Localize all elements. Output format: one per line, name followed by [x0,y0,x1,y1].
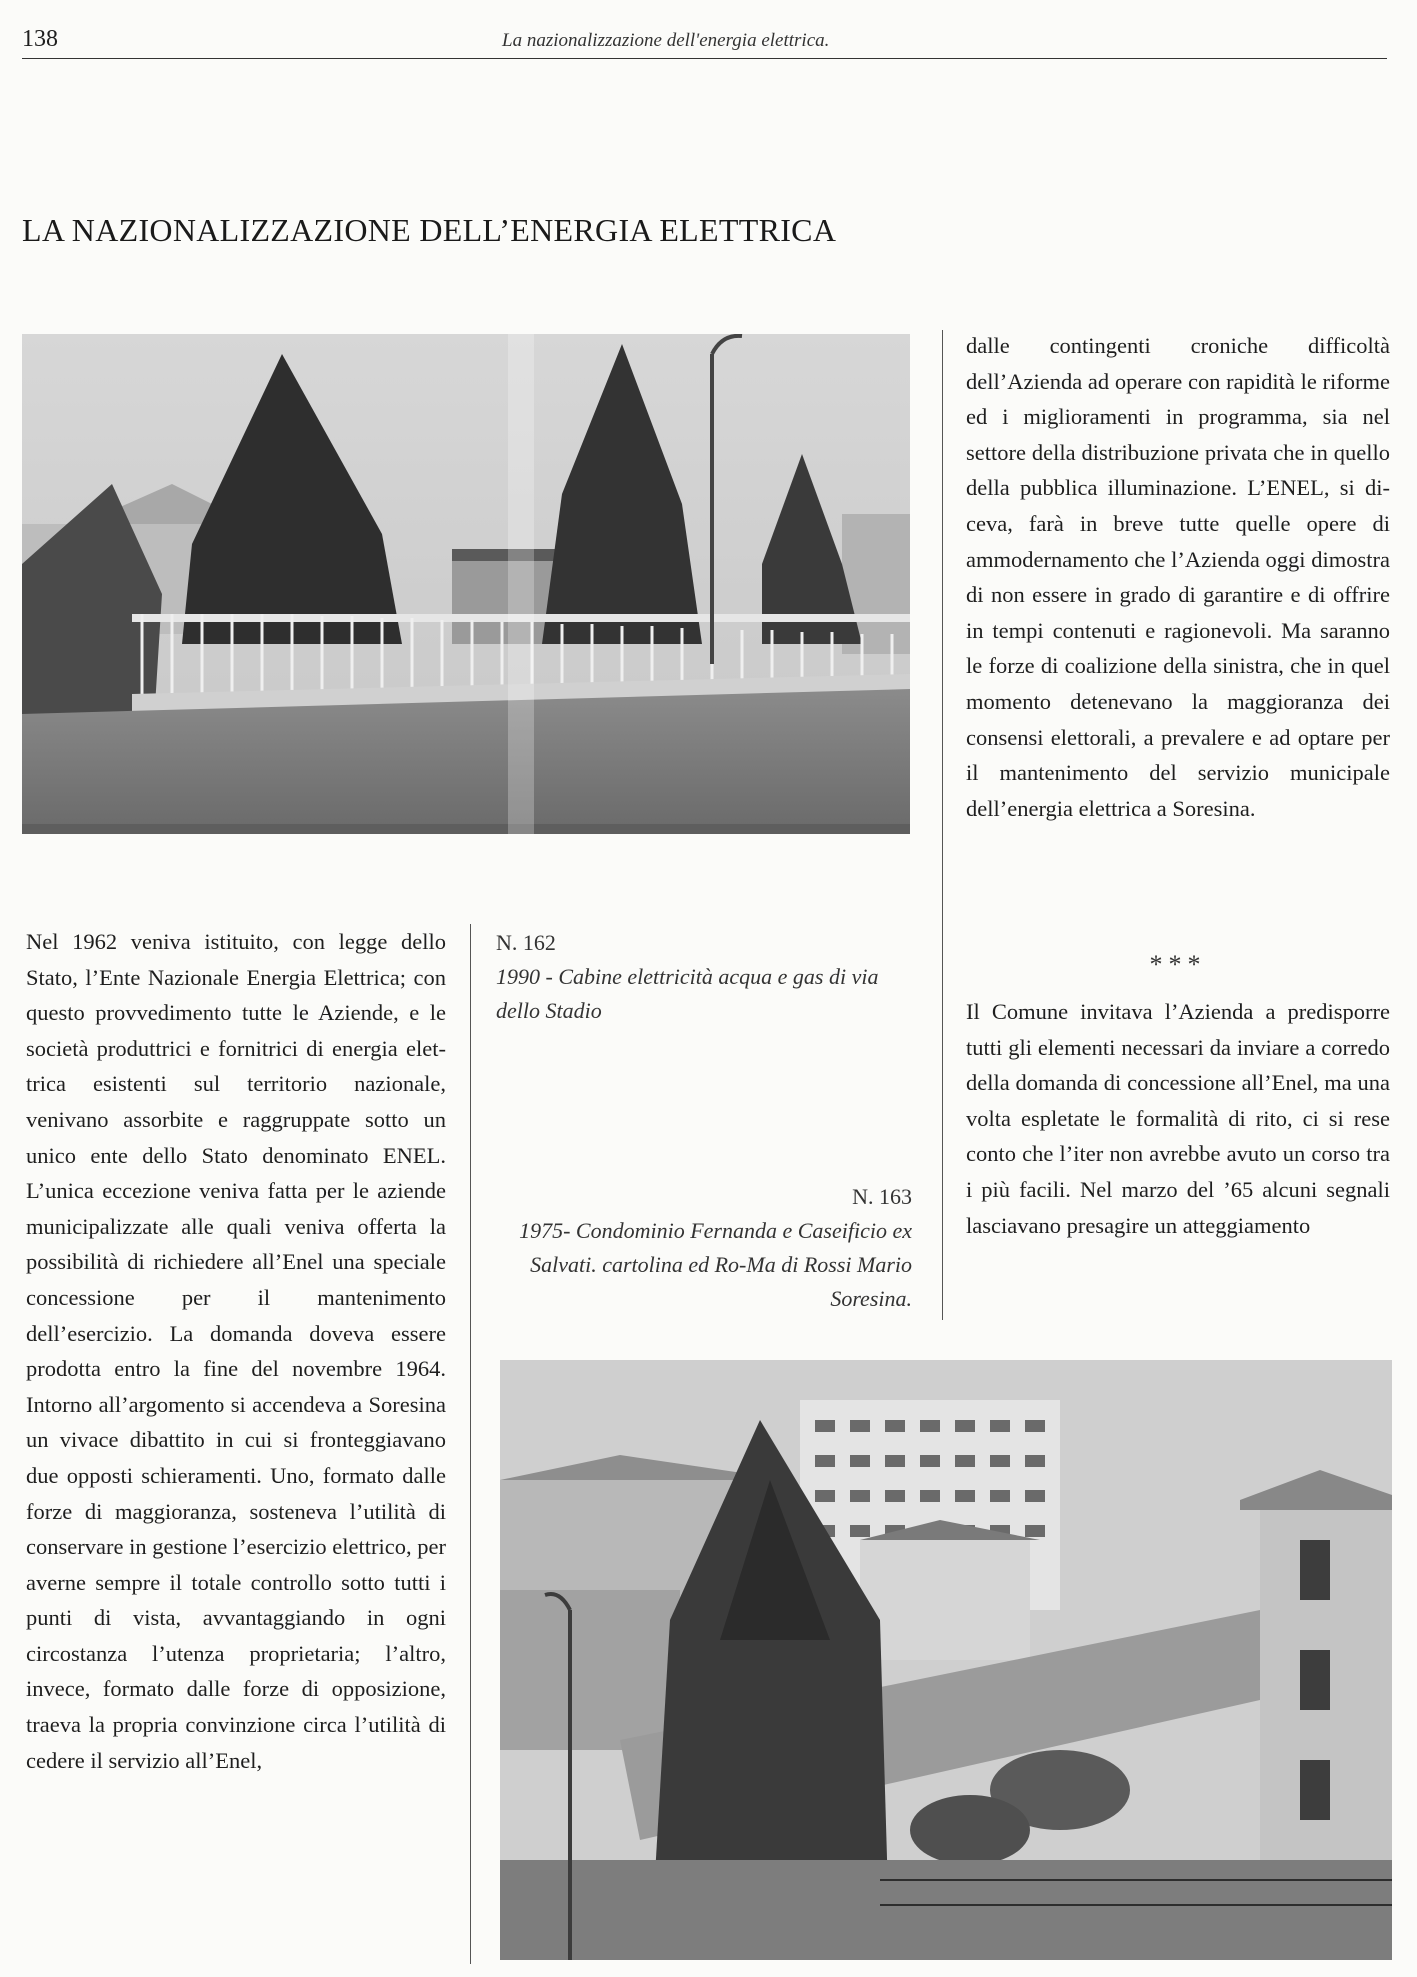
chapter-title: LA NAZIONALIZZAZIONE DELL’ENERGIA ELETTRICA [22,212,837,248]
caption-number: N. 163 [852,1184,912,1209]
column-rule [942,330,943,1320]
column-rule [470,924,471,1964]
section-separator: *** [1149,950,1207,979]
body-text-right-column-bottom: Il Comune invitava l’Azienda a predisporre tutti gli elementi necessari da inviare a corredo della domanda di concessione all’Enel, ma una volta espletate le formalità di rito, ci si rese conto che l’iter non avrebbe avuto un corso tra i più facili. Nel marzo del ’65 alcuni segnali lasciavano presagire un atteggiamento [966,999,1390,1238]
body-text-right-column-top: dalle contingenti croniche difficoltà dell’Azienda ad operare con rapidità le riforme ed i miglioramenti in programma, sia nel settore della distribuzione privata che in quello della pubblica illuminazione. L’ENEL, si diceva, farà in breve tutte quelle opere di ammodernamento che l’Azienda oggi dimostra di non essere in grado di garantire e di offrire in tempi contenuti e ragionevoli. Ma saranno le forze di coalizione della sinistra, che in quel momento detenevano la maggioranza dei consensi elettorali, a prevalere e ad optare per il mantenimento del servizio municipale dell’energia elettrica a Soresina. [966,333,1390,821]
running-header [22,22,1387,59]
photo-caption-162 [496,926,896,1028]
page-number: 138 [22,26,58,52]
running-title: La nazionalizzazione dell'energia elettrica. [502,30,830,51]
caption-number: N. 162 [496,930,556,955]
body-text-left-column: Nel 1962 veniva istituito, con legge dello Stato, l’Ente Nazionale Energia Elettrica; con questo provvedimento tutte le Aziende, e le società produttrici e fornitrici di energia elettrica esistenti sul territorio nazionale, venivano assorbite e raggruppate sotto un unico ente dello Stato denominato ENEL. L’unica eccezione veniva fatta per le aziende municipalizzate alle quali veniva offerta la possibilità di richiedere all’Enel una speciale concessione per il mantenimento dell’esercizio. La domanda doveva essere prodotta entro la fine del novembre 1964. Intorno all’argomento si accendeva a Soresina un vivace dibattito in cui si fronteggiavano due opposti schieramenti. Uno, formato dalle forze di maggioranza, sosteneva l’utilità di conservare in gestione l’esercizio elettrico, per averne sempre il totale controllo sotto tutti i punti di vista, avvantaggiando in ogni circostanza l’utenza proprietaria; l’altro, invece, formato dalle forze di opposizione, traeva la propria convinzione circa l’utilità di cedere il servizio all’Enel, [26,929,446,1773]
photo-condominio-fernanda [500,1360,1392,1960]
caption-text: 1990 - Cabine elettricità acqua e gas di via dello Stadio [496,964,879,1023]
photo-cabine-via-stadio [22,334,910,834]
photo-caption-163 [500,1180,912,1316]
caption-text: 1975- Condominio Fernanda e Caseificio ex Salvati. cartolina ed Ro-Ma di Rossi Mario Soresina. [519,1218,912,1311]
